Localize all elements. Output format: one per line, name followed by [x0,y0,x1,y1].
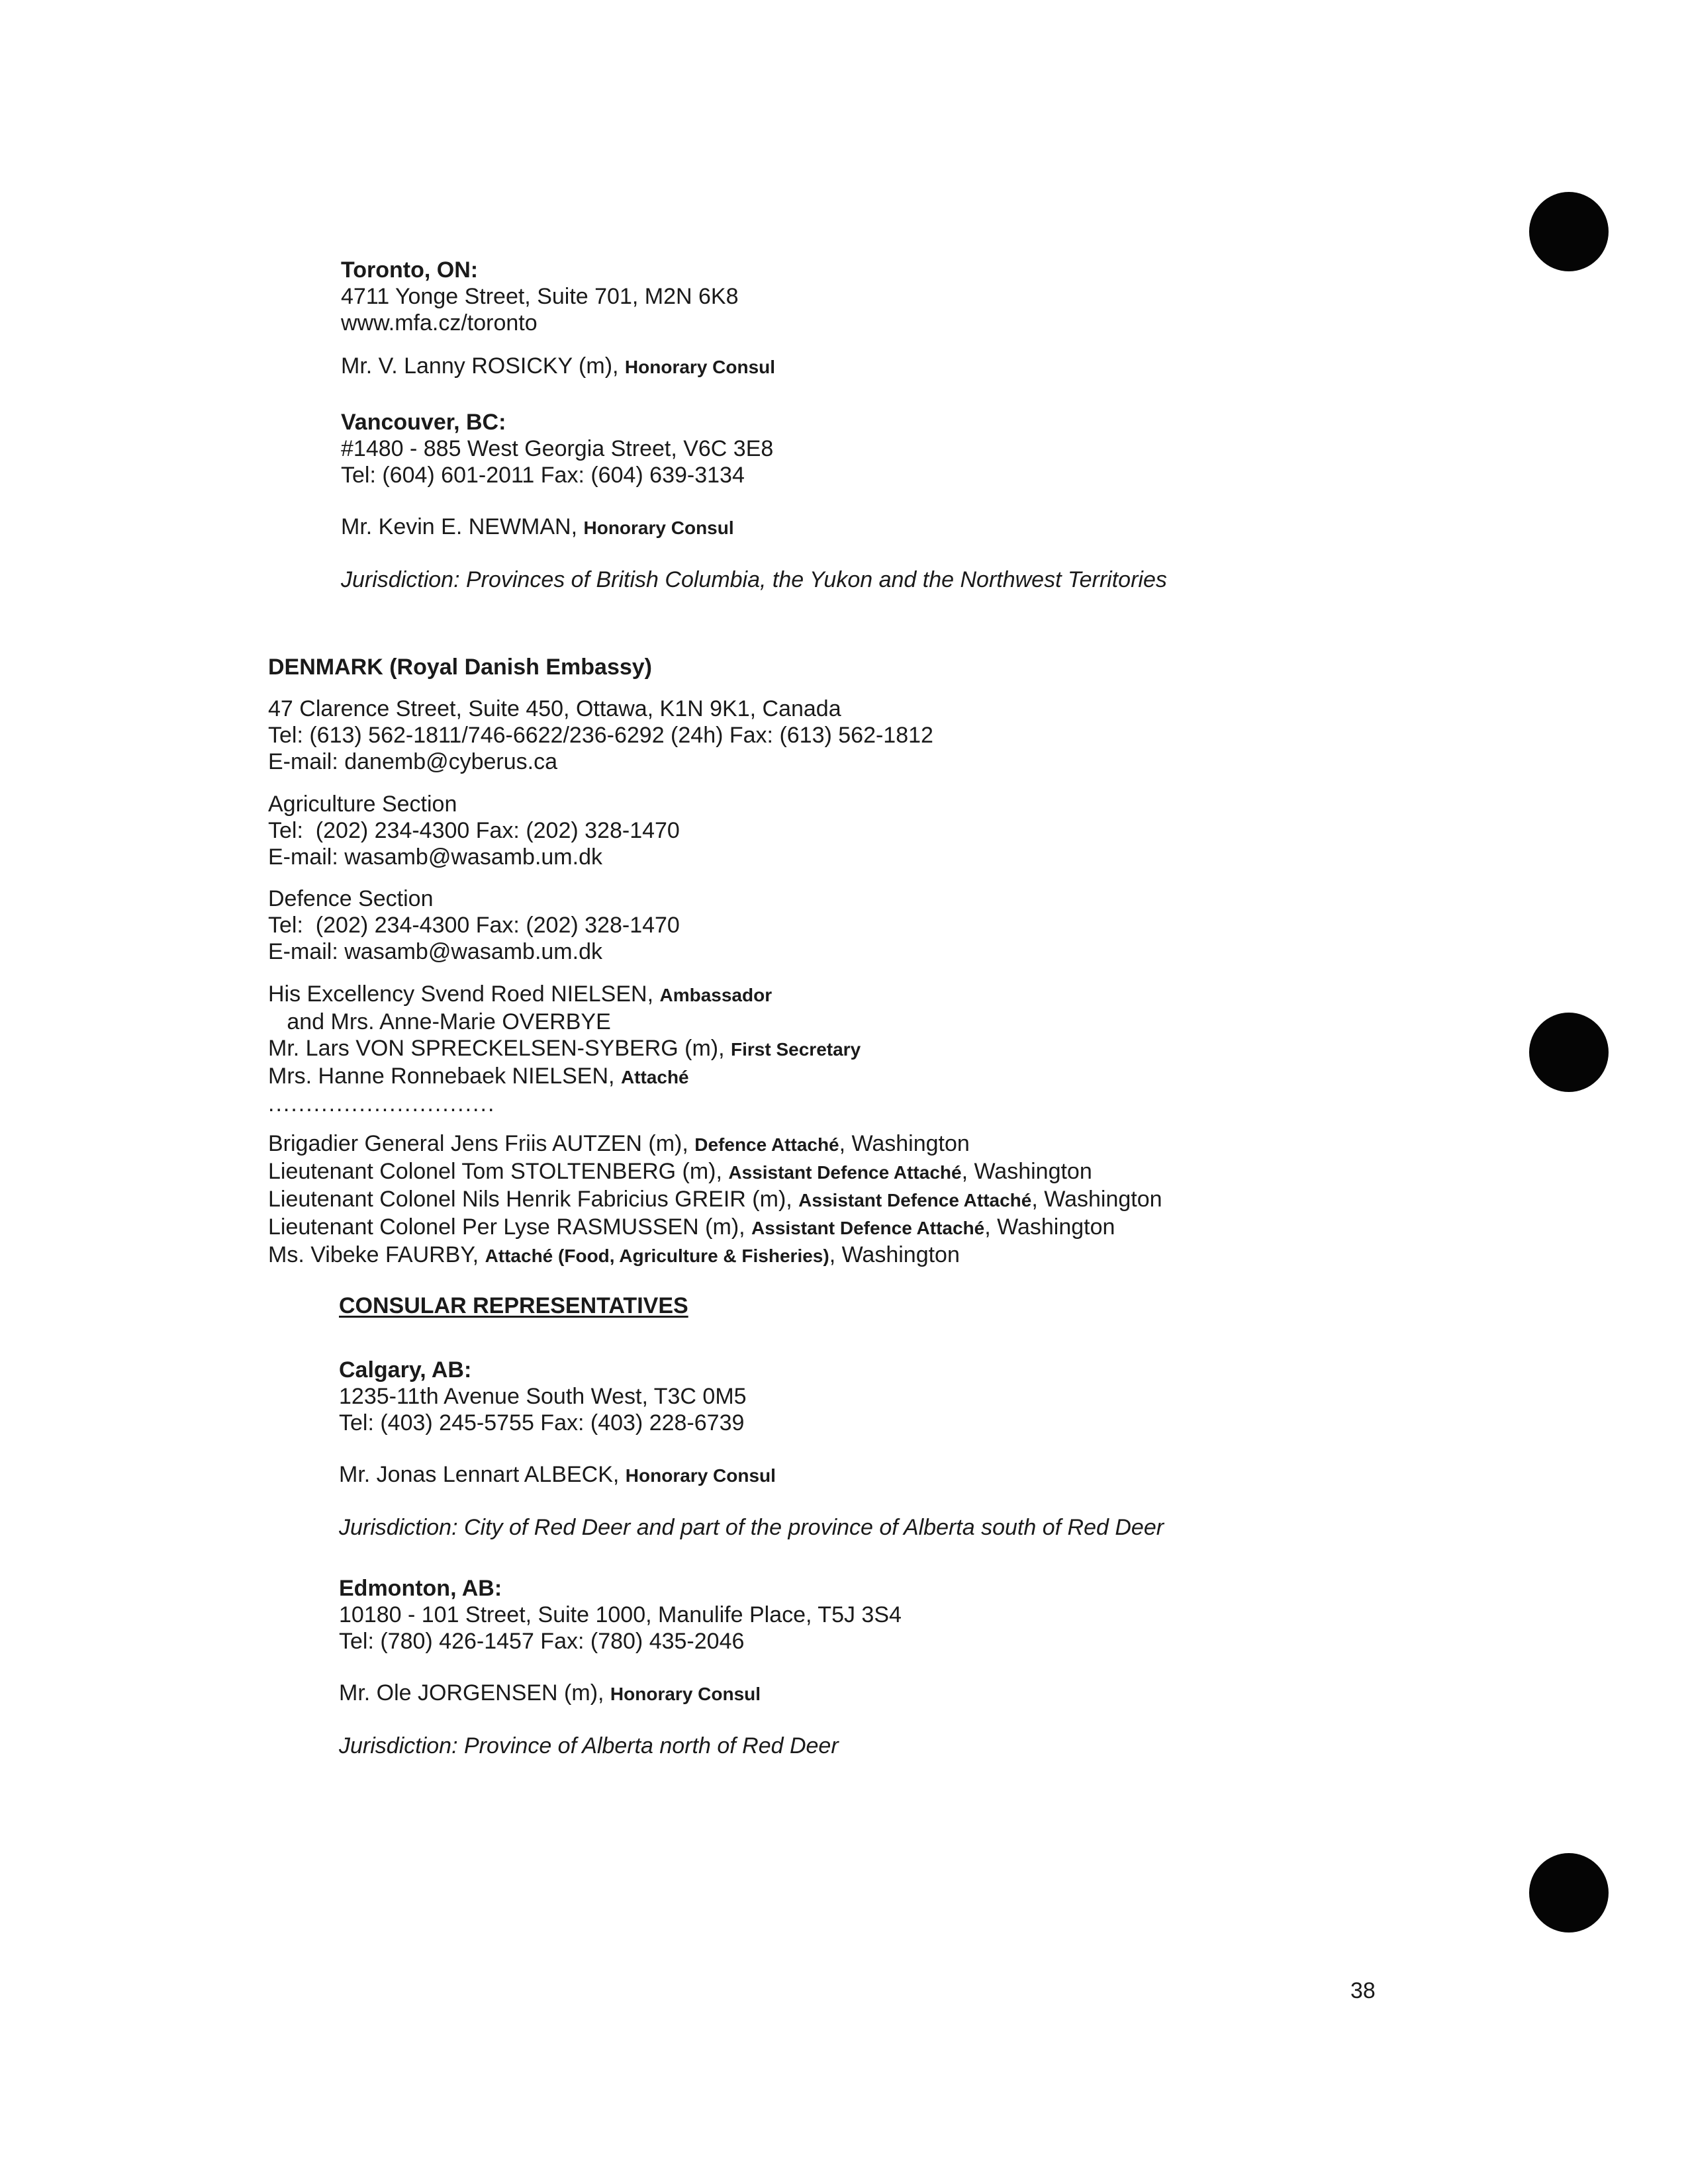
vancouver-city: Vancouver, BC: [341,410,506,435]
toronto-consulate [341,257,1599,336]
vancouver-jurisdiction: Jurisdiction: Provinces of British Columbia, the Yukon and the Northwest Territories [341,567,1167,592]
denmark-embassy-contact [268,696,1526,775]
edmonton-consulate [339,1575,1597,1655]
staff-row [268,1009,1526,1035]
staff-location: , Washington [961,1159,1092,1184]
consular-heading: CONSULAR REPRESENTATIVES [339,1293,688,1318]
edmonton-person-row [339,1680,1597,1707]
defence-email: E-mail: wasamb@wasamb.um.dk [268,939,602,964]
defence-label: Defence Section [268,886,434,911]
staff-name: Brigadier General Jens Friis AUTZEN (m), [268,1131,695,1156]
edmonton-jurisdiction: Jurisdiction: Province of Alberta north of Red Deer [339,1733,839,1758]
staff-title: Assistant Defence Attaché [728,1162,962,1183]
calgary-person: Mr. Jonas Lennart ALBECK, [339,1462,626,1487]
calgary-city: Calgary, AB: [339,1357,472,1383]
edmonton-city: Edmonton, AB: [339,1576,502,1601]
staff-title: Ambassador [659,985,773,1005]
denmark-heading-row [268,654,1526,680]
staff-row [268,1130,1526,1158]
page-number: 38 [1350,1978,1376,2003]
calgary-title: Honorary Consul [625,1465,776,1486]
staff-row [268,1063,1526,1091]
vancouver-jurisdiction-row [341,567,1599,593]
vancouver-consulate [341,409,1599,488]
staff-row [268,1214,1526,1242]
denmark-address: 47 Clarence Street, Suite 450, Ottawa, K1N 9K1, Canada [268,696,841,721]
agriculture-label: Agriculture Section [268,792,457,817]
staff-name: Mrs. Hanne Ronnebaek NIELSEN, [268,1064,621,1089]
calgary-jurisdiction-row [339,1514,1597,1541]
toronto-person-row [341,353,1599,381]
calgary-jurisdiction: Jurisdiction: City of Red Deer and part of the province of Alberta south of Red Deer [339,1515,1164,1540]
staff-name: Lieutenant Colonel Tom STOLTENBERG (m), [268,1159,729,1184]
calgary-consulate [339,1357,1597,1436]
staff-title: Attaché (Food, Agriculture & Fisheries) [485,1246,829,1266]
toronto-title: Honorary Consul [624,357,776,377]
staff-location: , Washington [829,1242,960,1267]
edmonton-title: Honorary Consul [610,1684,761,1704]
staff-name: Lieutenant Colonel Nils Henrik Fabricius GREIR (m), [268,1187,799,1212]
vancouver-person-row [341,514,1599,541]
washington-staff-list [268,1130,1526,1269]
denmark-heading: DENMARK (Royal Danish Embassy) [268,655,653,680]
staff-title: First Secretary [731,1039,861,1060]
denmark-phone: Tel: (613) 562-1811/746-6622/236-6292 (24h) Fax: (613) 562-1812 [268,723,933,748]
punch-hole-bottom [1529,1853,1609,1933]
staff-row [268,1035,1526,1063]
staff-row [268,981,1526,1009]
denmark-email: E-mail: danemb@cyberus.ca [268,749,558,774]
staff-location: , Washington [984,1214,1115,1240]
staff-title: Assistant Defence Attaché [798,1190,1032,1210]
agriculture-email: E-mail: wasamb@wasamb.um.dk [268,844,602,870]
edmonton-address: 10180 - 101 Street, Suite 1000, Manulife Place, T5J 3S4 [339,1602,902,1627]
agriculture-phone: Tel: (202) 234-4300 Fax: (202) 328-1470 [268,818,680,843]
defence-section [268,886,1526,965]
defence-phone: Tel: (202) 234-4300 Fax: (202) 328-1470 [268,913,680,938]
staff-title: Defence Attaché [694,1134,839,1155]
staff-name: His Excellency Svend Roed NIELSEN, [268,981,660,1007]
calgary-phone: Tel: (403) 245-5755 Fax: (403) 228-6739 [339,1410,745,1435]
embassy-staff-list [268,981,1526,1117]
toronto-person: Mr. V. Lanny ROSICKY (m), [341,353,625,379]
staff-title: Attaché [620,1067,689,1087]
staff-location: , Washington [1031,1187,1162,1212]
vancouver-person: Mr. Kevin E. NEWMAN, [341,514,584,539]
staff-row [268,1158,1526,1186]
staff-name: Lieutenant Colonel Per Lyse RASMUSSEN (m), [268,1214,752,1240]
staff-name: and Mrs. Anne-Marie OVERBYE [268,1009,611,1034]
edmonton-jurisdiction-row [339,1733,1597,1759]
consular-heading-row [339,1293,1597,1319]
staff-location: , Washington [839,1131,970,1156]
edmonton-phone: Tel: (780) 426-1457 Fax: (780) 435-2046 [339,1629,745,1654]
toronto-web: www.mfa.cz/toronto [341,310,538,336]
vancouver-phone: Tel: (604) 601-2011 Fax: (604) 639-3134 [341,463,745,488]
staff-row [268,1186,1526,1214]
staff-name: Ms. Vibeke FAURBY, [268,1242,485,1267]
punch-hole-middle [1529,1013,1609,1092]
toronto-address: 4711 Yonge Street, Suite 701, M2N 6K8 [341,284,739,309]
separator-dots: .............................. [268,1091,496,1116]
edmonton-person: Mr. Ole JORGENSEN (m), [339,1680,610,1706]
staff-row [268,1242,1526,1269]
calgary-address: 1235-11th Avenue South West, T3C 0M5 [339,1384,747,1409]
calgary-person-row [339,1461,1597,1489]
agriculture-section [268,791,1526,870]
staff-name: Mr. Lars VON SPRECKELSEN-SYBERG (m), [268,1036,731,1061]
toronto-city: Toronto, ON: [341,257,479,283]
vancouver-address: #1480 - 885 West Georgia Street, V6C 3E8 [341,436,774,461]
vancouver-title: Honorary Consul [583,518,734,538]
staff-title: Assistant Defence Attaché [751,1218,985,1238]
